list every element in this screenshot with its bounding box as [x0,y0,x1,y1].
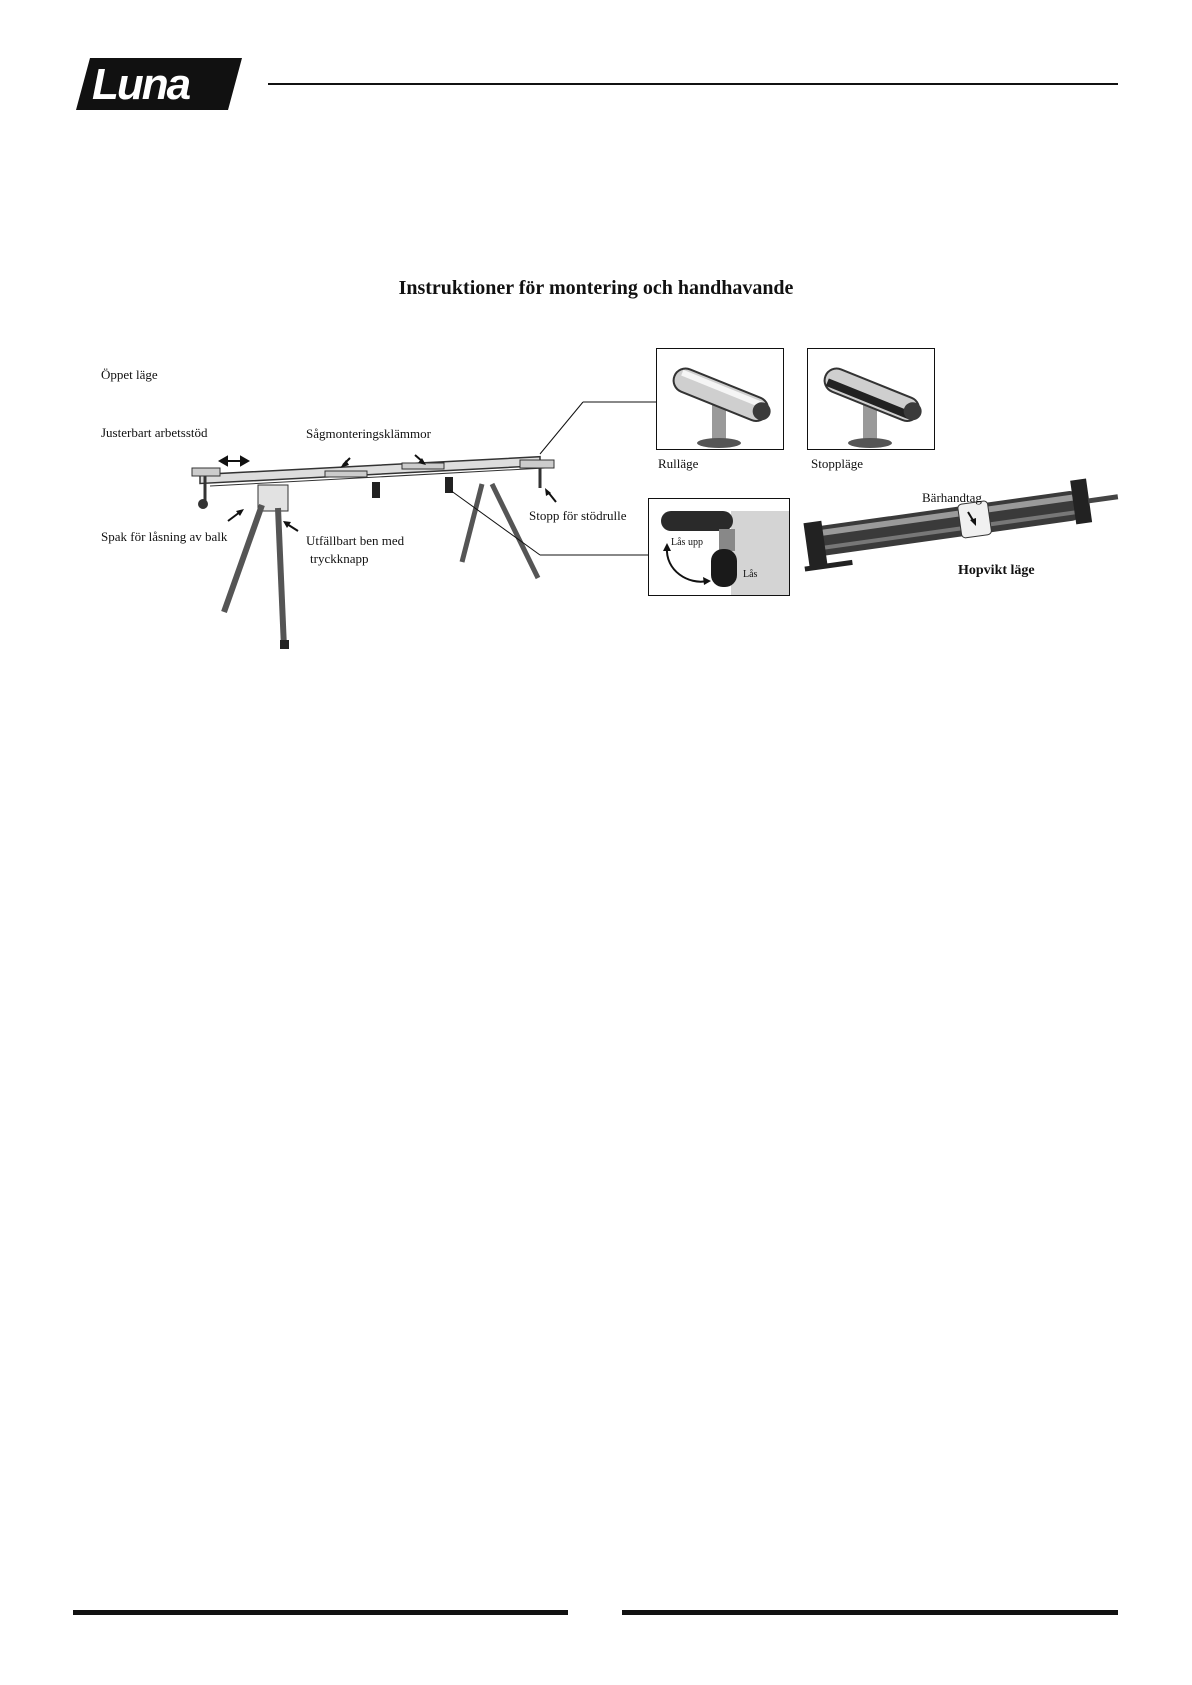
label-beam-lock-lever: Spak för låsning av balk [101,529,228,544]
label-fold-leg-1: Utfällbart ben med [306,533,405,548]
page-title: Instruktioner för montering och handhavande [398,277,794,299]
label-saw-clamps: Sågmonteringsklämmor [306,426,431,441]
logo-text: Luna [92,60,190,109]
label-folded-position: Hopvikt läge [958,563,1035,578]
label-carry-handle: Bärhandtag [922,490,982,505]
label-roller-stop: Stopp för stödrulle [529,508,627,523]
label-open-position: Öppet läge [101,367,158,382]
footer-rule-left [73,1610,568,1615]
label-fold-leg-2: tryckknapp [310,551,369,566]
label-stop-position: Stoppläge [811,456,863,471]
label-adjustable-support: Justerbart arbetsstöd [101,425,208,440]
label-lock: Lås [743,569,758,580]
footer-rule-right [622,1610,1118,1615]
label-unlock: Lås upp [671,537,703,548]
label-roller-position: Rulläge [658,456,699,471]
